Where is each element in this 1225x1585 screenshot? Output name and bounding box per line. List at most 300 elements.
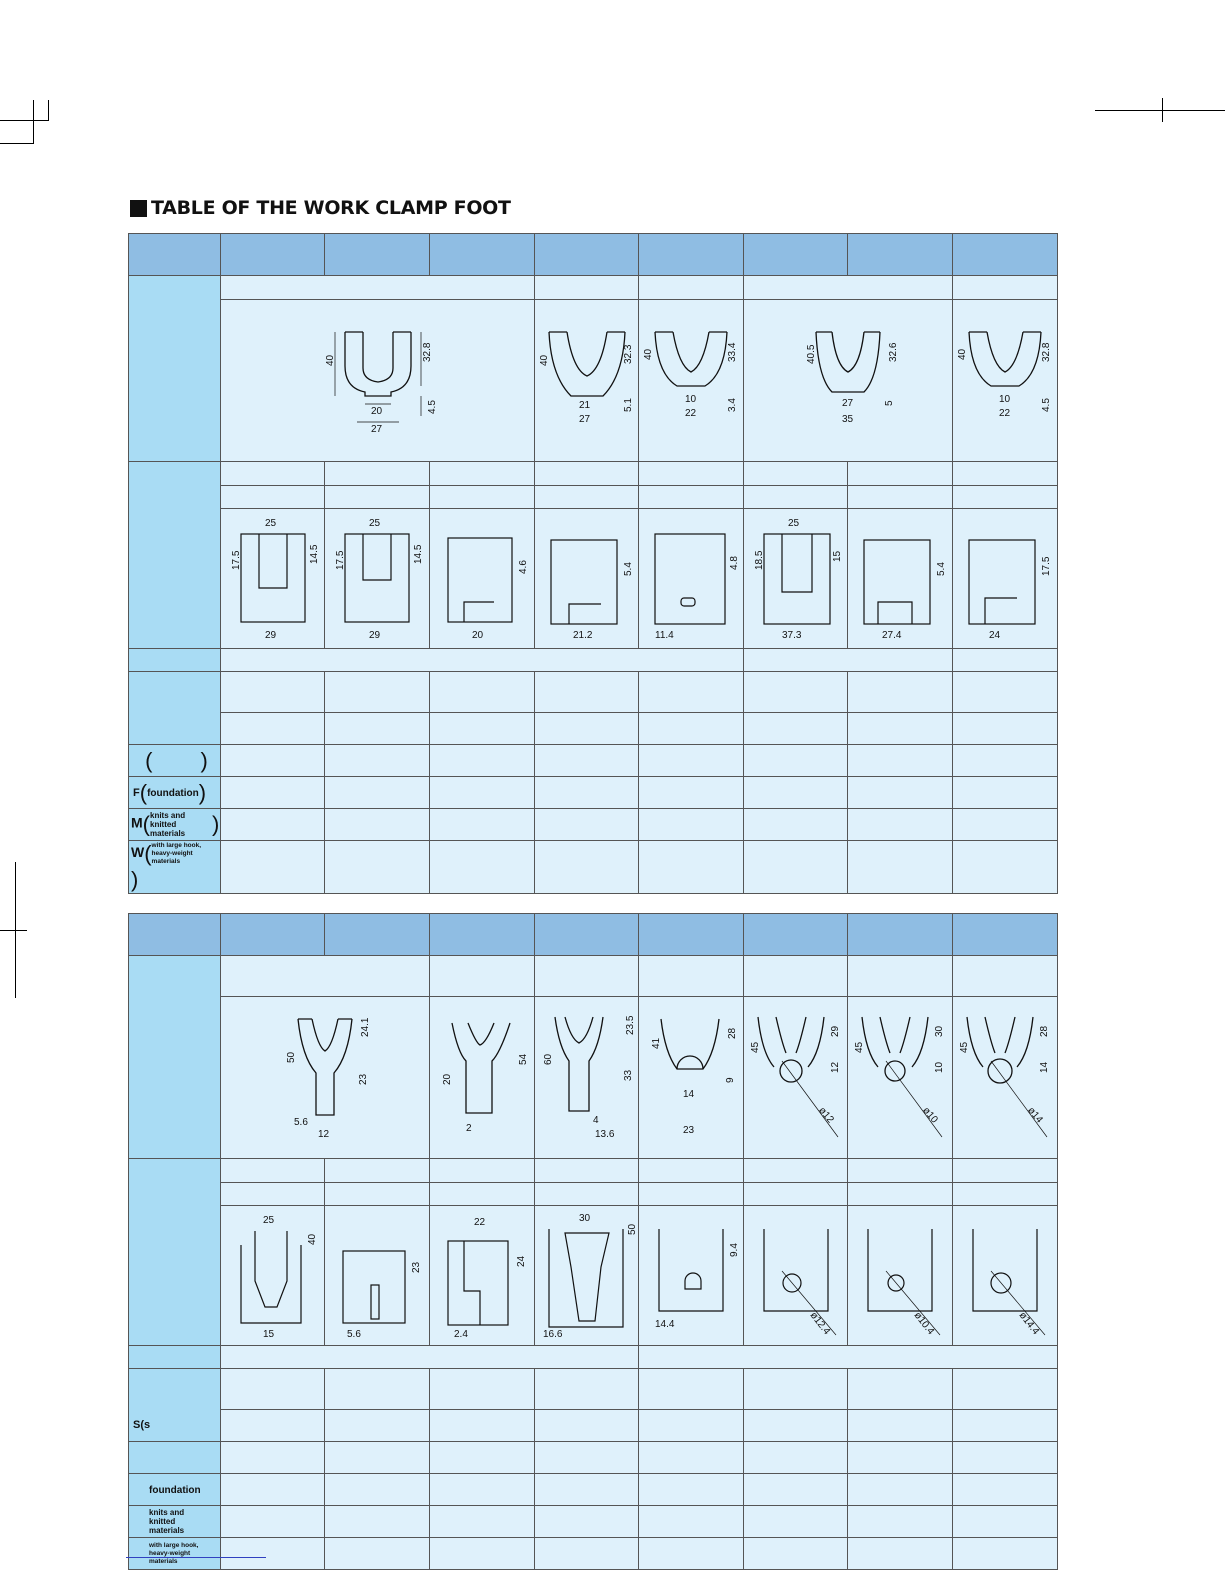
cell	[221, 841, 325, 894]
cell	[953, 777, 1058, 809]
dim-label: 14.5	[413, 544, 424, 564]
row-label-foundation: foundation	[129, 1474, 221, 1506]
dim-label: 4.5	[1041, 397, 1052, 412]
cell	[221, 997, 430, 1159]
cell	[325, 486, 430, 509]
cell	[430, 777, 535, 809]
cell	[953, 1538, 1058, 1570]
cell	[430, 486, 535, 509]
cell	[848, 1538, 953, 1570]
clamp-drawing	[850, 1013, 950, 1143]
cell	[848, 745, 953, 777]
cell	[639, 672, 744, 713]
cell	[221, 672, 325, 713]
dim-label: 22	[474, 1216, 486, 1228]
cell	[535, 509, 639, 649]
cell	[848, 841, 953, 894]
cell	[744, 672, 848, 713]
header-cell	[535, 914, 639, 956]
cell	[744, 809, 848, 841]
header-cell	[221, 234, 325, 276]
row-label	[129, 1442, 221, 1474]
cell	[221, 1442, 325, 1474]
cell	[953, 276, 1058, 300]
feed-plate-drawing	[957, 1211, 1053, 1341]
cell	[325, 509, 430, 649]
cell	[953, 809, 1058, 841]
dim-label: 14.5	[308, 544, 320, 564]
cell	[744, 1442, 848, 1474]
cell	[953, 956, 1058, 997]
clamp-row-label	[129, 276, 221, 462]
cell	[325, 809, 430, 841]
cell	[953, 486, 1058, 509]
dim-label: 54	[518, 1053, 529, 1065]
dim-label: 18.5	[753, 550, 765, 570]
dim-label: 25	[264, 517, 276, 529]
clamp-code-row	[129, 276, 1058, 300]
dim-label: 35	[842, 413, 854, 425]
header-row	[129, 234, 1058, 276]
code-row	[129, 649, 1058, 672]
dim-label: 45	[959, 1041, 970, 1053]
dim-label: 23	[411, 1261, 422, 1273]
cell	[848, 509, 953, 649]
feed-row-label	[129, 462, 221, 649]
cell	[639, 1538, 744, 1570]
dim-label: 10	[685, 393, 697, 405]
dim-label: 5.1	[622, 397, 634, 412]
data-row-heavy	[129, 841, 1058, 894]
row-label-heavy: with large hook, heavy-weight materials	[129, 1538, 221, 1570]
cell	[221, 745, 325, 777]
cell	[535, 997, 639, 1159]
cell	[953, 1369, 1058, 1410]
feed-code-row-1	[129, 462, 1058, 486]
cell	[430, 1369, 535, 1410]
dim-label: 24	[516, 1255, 527, 1267]
cell	[325, 1538, 430, 1570]
feed-plate-drawing	[225, 1211, 321, 1341]
cell	[848, 1474, 953, 1506]
cell	[744, 1369, 848, 1410]
page-title	[130, 197, 511, 219]
cell	[639, 841, 744, 894]
header-cell	[953, 914, 1058, 956]
cell	[430, 1410, 535, 1442]
dim-label: 28	[1039, 1025, 1050, 1037]
header-cell	[325, 914, 430, 956]
data-row	[129, 1442, 1058, 1474]
cell	[744, 649, 953, 672]
cell	[430, 509, 535, 649]
row-label-heavy: W(with large hook, heavy-weight materials)	[129, 841, 221, 894]
cell	[639, 462, 744, 486]
dim-label: 9	[725, 1076, 736, 1083]
cell	[744, 1538, 848, 1570]
header-cell	[639, 914, 744, 956]
dim-label: ø10.4	[911, 1309, 937, 1337]
cell	[325, 1206, 430, 1346]
dim-label: 22	[999, 407, 1011, 419]
dim-label: ø14	[1025, 1104, 1045, 1125]
feed-plate-drawing	[748, 514, 844, 644]
header-cell	[535, 234, 639, 276]
dim-label: 29	[369, 629, 381, 641]
cell	[639, 777, 744, 809]
dim-label: 23	[358, 1073, 369, 1085]
feed-plate-drawing	[434, 1211, 530, 1341]
cell	[639, 1183, 744, 1206]
dim-label: 17.5	[230, 550, 242, 570]
dim-label: 5.6	[294, 1116, 308, 1128]
cell	[744, 1159, 848, 1183]
clamp-code-row	[129, 956, 1058, 997]
dim-label: 14.4	[655, 1318, 675, 1330]
dim-label: 21	[578, 399, 590, 411]
dim-label: 5.4	[936, 561, 947, 576]
cell	[221, 1206, 325, 1346]
cell	[221, 1538, 325, 1570]
cell	[535, 672, 639, 713]
cell	[430, 713, 535, 745]
cell	[639, 509, 744, 649]
dim-label: 10	[934, 1061, 945, 1073]
dim-label: 29	[264, 629, 276, 641]
feed-plate-drawing	[957, 514, 1053, 644]
dim-label: 2	[466, 1122, 472, 1134]
dim-label: 2.4	[454, 1328, 468, 1340]
cell	[535, 809, 639, 841]
cell	[535, 1369, 639, 1410]
crop-mark	[48, 100, 49, 121]
feed-plate-drawing	[643, 514, 739, 644]
cell	[953, 672, 1058, 713]
cell	[848, 486, 953, 509]
cell	[221, 1183, 325, 1206]
dim-label: 32.8	[1041, 342, 1052, 362]
cell	[430, 1183, 535, 1206]
header-cell	[430, 234, 535, 276]
data-row	[129, 1369, 1058, 1410]
cell	[848, 1369, 953, 1410]
header-cell	[129, 914, 221, 956]
cell	[430, 997, 535, 1159]
dim-label: 40	[538, 354, 550, 366]
cell	[953, 1474, 1058, 1506]
clamp-drawing	[641, 326, 741, 436]
page-title-text: TABLE OF THE WORK CLAMP FOOT	[151, 197, 511, 219]
dim-label: 27	[370, 423, 382, 435]
header-cell	[953, 234, 1058, 276]
cell	[848, 462, 953, 486]
cell	[325, 713, 430, 745]
cell	[744, 509, 848, 649]
cell	[325, 1159, 430, 1183]
dim-label: 33.4	[727, 342, 738, 362]
clamp-row-label	[129, 956, 221, 1159]
cell	[639, 1506, 744, 1538]
cell	[430, 672, 535, 713]
cell	[744, 713, 848, 745]
cell	[535, 1442, 639, 1474]
dim-label: 5	[884, 399, 895, 406]
cell	[848, 1206, 953, 1346]
row-label-knits: M(knits and knitted materials )	[129, 809, 221, 841]
cell	[953, 1206, 1058, 1346]
cell	[848, 713, 953, 745]
header-cell	[744, 914, 848, 956]
cell	[744, 1206, 848, 1346]
dim-label: 40	[324, 354, 336, 366]
crop-mark	[0, 143, 33, 144]
data-row-knits	[129, 809, 1058, 841]
clamp-drawing-row	[129, 997, 1058, 1159]
cell	[744, 1506, 848, 1538]
dim-label: 24	[989, 629, 1001, 641]
cell	[953, 997, 1058, 1159]
header-cell	[848, 234, 953, 276]
dim-label: 40	[957, 348, 968, 360]
cell	[639, 956, 744, 997]
dim-label: 15	[262, 1328, 274, 1340]
cell	[430, 1538, 535, 1570]
feed-plate-drawing	[748, 1211, 844, 1341]
cell	[221, 1159, 325, 1183]
crop-mark	[0, 930, 27, 931]
feed-code-row-2	[129, 486, 1058, 509]
cell	[639, 276, 744, 300]
cell	[325, 841, 430, 894]
cell	[744, 300, 953, 462]
cell	[221, 777, 325, 809]
cell	[744, 777, 848, 809]
cell	[953, 1506, 1058, 1538]
cell	[221, 1346, 639, 1369]
cell	[953, 841, 1058, 894]
cell	[744, 486, 848, 509]
cell	[848, 1506, 953, 1538]
cell	[221, 300, 535, 462]
dim-label: 45	[854, 1041, 865, 1053]
cell	[535, 777, 639, 809]
cell	[430, 841, 535, 894]
row-label-s: S(s	[129, 1369, 221, 1442]
cell	[430, 809, 535, 841]
feed-plate-drawing	[329, 514, 425, 644]
cell	[325, 777, 430, 809]
cell	[430, 1506, 535, 1538]
cell	[535, 486, 639, 509]
cell	[639, 300, 744, 462]
feed-drawing-row	[129, 1206, 1058, 1346]
clamp-drawing	[746, 1013, 846, 1143]
cell	[221, 462, 325, 486]
feed-plate-drawing	[225, 514, 321, 644]
cell	[325, 1410, 430, 1442]
cell	[848, 809, 953, 841]
cell	[221, 956, 430, 997]
dim-label: 10	[999, 393, 1011, 405]
cell	[953, 462, 1058, 486]
crop-mark	[0, 120, 48, 121]
header-cell	[221, 914, 325, 956]
cell	[953, 1183, 1058, 1206]
cell	[639, 1159, 744, 1183]
feed-plate-drawing	[329, 1211, 425, 1341]
cell	[953, 1159, 1058, 1183]
dim-label: 20	[472, 629, 484, 641]
feed-plate-drawing	[643, 1211, 739, 1341]
dim-label: 22	[685, 407, 697, 419]
feed-row-label	[129, 1159, 221, 1346]
clamp-foot-table-2	[128, 913, 1058, 1570]
cell	[535, 1410, 639, 1442]
dim-label: 41	[651, 1037, 662, 1049]
cell	[744, 745, 848, 777]
cell	[535, 841, 639, 894]
cell	[535, 1506, 639, 1538]
row-label	[129, 1346, 221, 1369]
cell	[430, 1206, 535, 1346]
cell	[325, 1369, 430, 1410]
cell	[848, 997, 953, 1159]
clamp-drawing	[955, 1013, 1055, 1143]
cell	[430, 1442, 535, 1474]
cell	[639, 1442, 744, 1474]
cell	[535, 1183, 639, 1206]
dim-label: 14	[683, 1088, 695, 1100]
cell	[848, 956, 953, 997]
feed-plate-drawing	[539, 1211, 638, 1341]
cell	[639, 1410, 744, 1442]
header-row	[129, 914, 1058, 956]
data-row-foundation	[129, 777, 1058, 809]
dim-label: 23.5	[624, 1015, 636, 1035]
cell	[535, 276, 639, 300]
cell	[325, 1183, 430, 1206]
cell	[639, 1369, 744, 1410]
dim-label: 4	[592, 1114, 599, 1126]
dim-label: 23	[683, 1124, 695, 1136]
dim-label: ø10	[920, 1104, 940, 1125]
cell	[221, 1369, 325, 1410]
cell	[639, 1346, 1058, 1369]
clamp-drawing-row	[129, 300, 1058, 462]
cell	[639, 713, 744, 745]
dim-label: 50	[626, 1223, 638, 1235]
cell	[535, 745, 639, 777]
crop-mark	[1095, 110, 1225, 111]
cell	[325, 1442, 430, 1474]
cell	[953, 649, 1058, 672]
crop-mark	[1162, 98, 1163, 122]
dim-label: 45	[749, 1041, 761, 1053]
clamp-drawing	[432, 1013, 532, 1143]
dim-label: 20	[442, 1073, 453, 1085]
cell	[744, 276, 953, 300]
cell	[221, 1410, 325, 1442]
dim-label: 9.4	[729, 1242, 740, 1257]
cell	[953, 509, 1058, 649]
cell	[221, 509, 325, 649]
row-label-foundation: F(foundation)	[129, 777, 221, 809]
feed-plate-drawing	[852, 514, 948, 644]
data-row	[129, 745, 1058, 777]
header-cell	[744, 234, 848, 276]
row-label	[129, 672, 221, 745]
cell	[639, 809, 744, 841]
dim-label: 25	[262, 1214, 274, 1226]
cell	[953, 300, 1058, 462]
header-cell	[325, 234, 430, 276]
dim-label: 16.6	[542, 1328, 562, 1340]
cell	[744, 462, 848, 486]
dim-label: ø12	[815, 1104, 836, 1125]
cell	[848, 1410, 953, 1442]
clamp-drawing	[270, 1013, 380, 1143]
cell	[221, 1506, 325, 1538]
feed-plate-drawing	[434, 514, 530, 644]
cell	[848, 777, 953, 809]
cell	[744, 1410, 848, 1442]
cell	[744, 841, 848, 894]
cell	[953, 1410, 1058, 1442]
feed-code-row-1	[129, 1159, 1058, 1183]
data-row-knits	[129, 1506, 1058, 1538]
dim-label: 25	[369, 517, 381, 529]
cell	[430, 956, 535, 997]
dim-label: ø14.4	[1016, 1309, 1042, 1337]
cell	[848, 1159, 953, 1183]
dim-label: 40	[306, 1233, 318, 1245]
cell	[744, 1474, 848, 1506]
dim-label: 21.2	[572, 629, 592, 641]
dim-label: 17.5	[1041, 556, 1052, 576]
row-label-knits: knits and knitted materials	[129, 1506, 221, 1538]
data-row	[129, 1410, 1058, 1442]
cell	[953, 713, 1058, 745]
cell	[744, 997, 848, 1159]
cell	[430, 1159, 535, 1183]
link-underline	[126, 1557, 266, 1558]
dim-label: 40.5	[806, 344, 817, 364]
cell	[325, 672, 430, 713]
dim-label: 14	[1039, 1061, 1050, 1073]
dim-label: ø12.4	[807, 1309, 832, 1337]
cell	[221, 276, 535, 300]
code-row	[129, 1346, 1058, 1369]
cell	[848, 1183, 953, 1206]
dim-label: 12	[318, 1128, 330, 1140]
dim-label: 30	[578, 1212, 590, 1224]
clamp-drawing	[313, 326, 443, 436]
dim-label: 17.5	[335, 550, 346, 570]
data-row-heavy	[129, 1538, 1058, 1570]
cell	[221, 809, 325, 841]
dim-label: 20	[370, 405, 382, 417]
cell	[325, 462, 430, 486]
dim-label: 32.3	[622, 344, 634, 364]
dim-label: 60	[542, 1053, 554, 1065]
dim-label: 4.5	[426, 399, 438, 414]
dim-label: 50	[286, 1051, 297, 1063]
cell	[325, 1506, 430, 1538]
cell	[535, 956, 639, 997]
dim-label: 15	[831, 550, 843, 562]
cell	[325, 1474, 430, 1506]
cell	[430, 745, 535, 777]
